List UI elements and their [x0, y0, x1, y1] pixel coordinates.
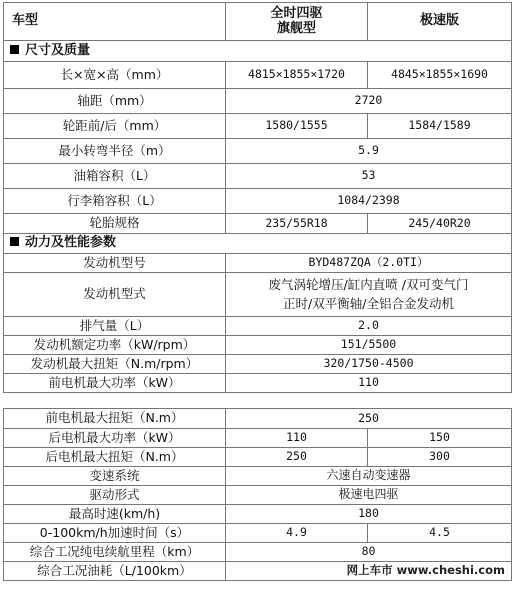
- row-label: 后电机最大功率（kW）: [4, 429, 226, 448]
- cell-merged: 180: [226, 505, 512, 524]
- header-model: 车型: [4, 3, 226, 41]
- row-label: 发动机型式: [4, 273, 226, 317]
- cell-merged: 151/5500: [226, 336, 512, 355]
- table-row: [4, 139, 512, 164]
- cell-merged: 250: [226, 409, 512, 429]
- cell-b: 4845×1855×1690: [368, 62, 512, 89]
- row-label: 发动机最大扭矩（N.m/rpm）: [4, 355, 226, 374]
- cell-merged: 5.9: [226, 139, 512, 164]
- section-size: 尺寸及质量: [4, 41, 512, 62]
- table-row: [4, 355, 512, 374]
- cell-merged: 1084/2398: [226, 189, 512, 214]
- header-speed-edition: 极速版: [368, 3, 512, 41]
- table-row: [4, 543, 512, 562]
- table-row: [4, 448, 512, 467]
- table-row: [4, 214, 512, 234]
- cell-merged: 53: [226, 164, 512, 189]
- cell-a: 250: [226, 448, 368, 467]
- section-row: [4, 41, 512, 62]
- square-bullet-icon: [10, 237, 19, 246]
- watermark: 网上车市 www.cheshi.com: [346, 563, 505, 577]
- row-label: 发动机额定功率（kW/rpm）: [4, 336, 226, 355]
- cell-merged: 极速电四驱: [226, 486, 512, 505]
- cell-b: 245/40R20: [368, 214, 512, 234]
- cell-a: 110: [226, 429, 368, 448]
- row-label: 发动机型号: [4, 254, 226, 273]
- cell-a: 4815×1855×1720: [226, 62, 368, 89]
- table-row: [4, 62, 512, 89]
- spec-table-bottom: [3, 408, 512, 581]
- cell-merged: 2.0: [226, 317, 512, 336]
- cell-b: 300: [368, 448, 512, 467]
- cell-merged: 320/1750-4500: [226, 355, 512, 374]
- row-label: 0-100km/h加速时间（s）: [4, 524, 226, 543]
- table-row: [4, 429, 512, 448]
- square-bullet-icon: [10, 45, 19, 54]
- table-row: [4, 409, 512, 429]
- row-label: 前电机最大扭矩（N.m）: [4, 409, 226, 429]
- row-label: 最小转弯半径（m）: [4, 139, 226, 164]
- cell-b: 150: [368, 429, 512, 448]
- cell-merged: 110: [226, 374, 512, 393]
- table-row: [4, 336, 512, 355]
- cell-b: 4.5: [368, 524, 512, 543]
- header-flagship: 全时四驱 旗舰型: [226, 3, 368, 41]
- row-label: 轮胎规格: [4, 214, 226, 234]
- row-label: 长×宽×高（mm）: [4, 62, 226, 89]
- cell-merged: 六速自动变速器: [226, 467, 512, 486]
- table-row: [4, 89, 512, 114]
- table-row: [4, 254, 512, 273]
- row-label: 排气量（L）: [4, 317, 226, 336]
- table-row: [4, 189, 512, 214]
- row-label: 行李箱容积（L）: [4, 189, 226, 214]
- cell-merged: 80: [226, 543, 512, 562]
- header-row: [4, 3, 512, 41]
- table-row: [4, 505, 512, 524]
- section-power: 动力及性能参数: [4, 234, 512, 254]
- cell-merged: 废气涡轮增压/缸内直喷 /双可变气门正时/双平衡轴/全铝合金发动机: [226, 273, 512, 317]
- row-label: 轮距前/后（mm）: [4, 114, 226, 139]
- table-row: [4, 486, 512, 505]
- table-row: [4, 164, 512, 189]
- table-row: [4, 114, 512, 139]
- cell-a: 1580/1555: [226, 114, 368, 139]
- cell-b: 1584/1589: [368, 114, 512, 139]
- table-row: [4, 524, 512, 543]
- row-label: 前电机最大功率（kW）: [4, 374, 226, 393]
- row-label: 综合工况纯电续航里程（km）: [4, 543, 226, 562]
- row-label: 变速系统: [4, 467, 226, 486]
- cell-a: 4.9: [226, 524, 368, 543]
- cell-merged: 2720: [226, 89, 512, 114]
- cell-merged: [226, 562, 512, 581]
- section-row: [4, 234, 512, 254]
- row-label: 综合工况油耗（L/100km）: [4, 562, 226, 581]
- row-label: 最高时速(km/h): [4, 505, 226, 524]
- row-label: 后电机最大扭矩（N.m）: [4, 448, 226, 467]
- table-row: [4, 562, 512, 581]
- table-row: [4, 273, 512, 317]
- spec-table-top: [3, 2, 512, 393]
- table-row: [4, 467, 512, 486]
- row-label: 油箱容积（L）: [4, 164, 226, 189]
- cell-a: 235/55R18: [226, 214, 368, 234]
- table-row: [4, 317, 512, 336]
- row-label: 驱动形式: [4, 486, 226, 505]
- cell-merged: BYD487ZQA（2.0TI）: [226, 254, 512, 273]
- row-label: 轴距（mm）: [4, 89, 226, 114]
- table-row: [4, 374, 512, 393]
